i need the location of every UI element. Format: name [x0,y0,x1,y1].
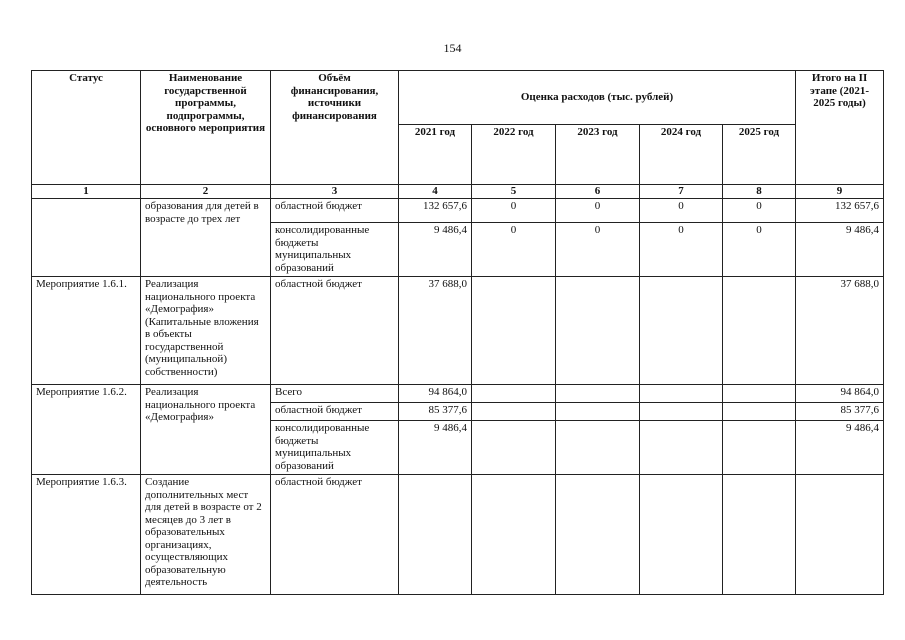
row-name: Создание дополнительных мест для детей в возрасте от 2 месяцев до 3 лет в образовательных организациях, осуществляющих образовательную деятельность [141,475,271,595]
value-2024 [640,277,723,385]
header-year-2024: 2024 год [640,125,723,185]
row-status: Мероприятие 1.6.1. [32,277,141,385]
row-name: Реализация национального проекта «Демография» (Капитальные вложения в объекты государственной (муниципальной) собственности) [141,277,271,385]
funding-source: областной бюджет [271,277,399,385]
value-2022 [472,403,556,421]
value-2022: 0 [472,223,556,277]
value-2021: 85 377,6 [399,403,472,421]
table-row [32,385,884,403]
value-2021: 132 657,6 [399,199,472,223]
value-2022: 0 [472,199,556,223]
column-number: 8 [723,185,796,199]
value-2022 [472,475,556,595]
header-name: Наименование государственной программы, подпрограммы, основного мероприятия [141,71,271,185]
funding-source: консолидированные бюджеты муниципальных образований [271,421,399,475]
value-2022 [472,421,556,475]
header-year-2023: 2023 год [556,125,640,185]
value-2021 [399,475,472,595]
value-2025: 0 [723,223,796,277]
column-number: 5 [472,185,556,199]
column-number-row [32,185,884,199]
row-status: Мероприятие 1.6.2. [32,385,141,475]
value-2021: 9 486,4 [399,421,472,475]
column-number: 3 [271,185,399,199]
value-total: 9 486,4 [796,223,884,277]
value-2023 [556,421,640,475]
value-2023 [556,385,640,403]
column-number: 9 [796,185,884,199]
row-status [32,199,141,277]
value-2025: 0 [723,199,796,223]
value-2023 [556,475,640,595]
header-total: Итого на II этапе (2021-2025 годы) [796,71,884,185]
column-number: 6 [556,185,640,199]
value-2023 [556,403,640,421]
table-row [32,199,884,223]
value-total [796,475,884,595]
value-2024 [640,385,723,403]
value-total: 85 377,6 [796,403,884,421]
funding-source: областной бюджет [271,403,399,421]
value-2025 [723,403,796,421]
value-2023 [556,277,640,385]
value-total: 37 688,0 [796,277,884,385]
value-2025 [723,475,796,595]
value-2024 [640,475,723,595]
table-row [32,475,884,595]
column-number: 2 [141,185,271,199]
column-number: 7 [640,185,723,199]
funding-source: консолидированные бюджеты муниципальных образований [271,223,399,277]
value-2025 [723,421,796,475]
header-year-2021: 2021 год [399,125,472,185]
value-total: 94 864,0 [796,385,884,403]
row-name: Реализация национального проекта «Демография» [141,385,271,475]
header-year-2022: 2022 год [472,125,556,185]
value-2021: 37 688,0 [399,277,472,385]
header-year-2025: 2025 год [723,125,796,185]
value-2025 [723,277,796,385]
row-name: образования для детей в возрасте до трех лет [141,199,271,277]
funding-source: Всего [271,385,399,403]
header-funding: Объём финансирования, источники финансирования [271,71,399,185]
value-2021: 94 864,0 [399,385,472,403]
funding-source: областной бюджет [271,475,399,595]
value-2025 [723,385,796,403]
funding-source: областной бюджет [271,199,399,223]
budget-table [31,70,884,595]
value-2023: 0 [556,223,640,277]
column-number: 4 [399,185,472,199]
value-total: 132 657,6 [796,199,884,223]
value-total: 9 486,4 [796,421,884,475]
row-status: Мероприятие 1.6.3. [32,475,141,595]
header-status: Статус [32,71,141,185]
value-2024: 0 [640,199,723,223]
value-2022 [472,277,556,385]
table-row [32,277,884,385]
value-2021: 9 486,4 [399,223,472,277]
value-2024 [640,421,723,475]
value-2022 [472,385,556,403]
header-estimate: Оценка расходов (тыс. рублей) [399,71,796,125]
column-number: 1 [32,185,141,199]
value-2024: 0 [640,223,723,277]
page-number: 154 [443,41,462,55]
value-2024 [640,403,723,421]
value-2023: 0 [556,199,640,223]
